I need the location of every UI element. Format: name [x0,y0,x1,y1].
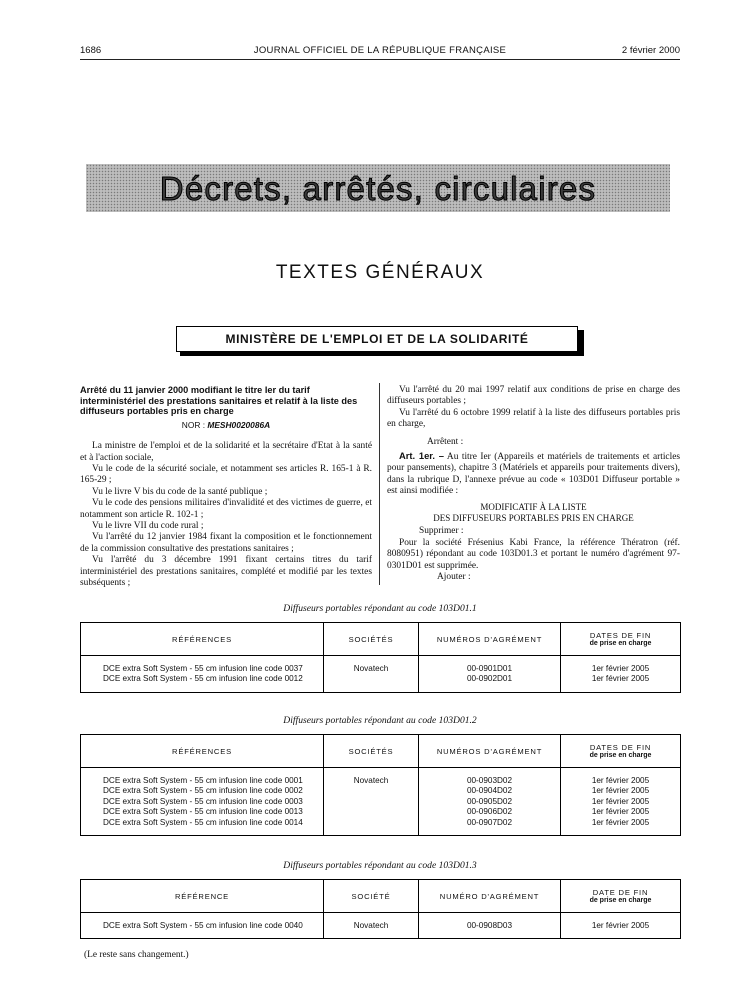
societe-cell [324,913,419,939]
dates-header-sub: de prise en charge [589,640,652,647]
section-banner [86,164,670,212]
end-date: 1er février 2005 [591,796,650,806]
supprimer-text: Pour la société Frésenius Kabi France, la référence Thératron (réf. 8080951) répondant au code 103D01.3 et portant le numéro d'agrément 97-0301D01 est supprimée. [387,537,680,571]
reference-item: DCE extra Soft System - 55 cm infusion line code 0013 [103,807,303,817]
visa-paragraph: Vu l'arrêté du 3 décembre 1991 fixant certains titres du tarif interministériel des prestations sanitaires, complété et modifié par les textes subséquents ; [80,555,372,589]
agrement-number: 00-0902D01 [466,674,513,684]
header-rule [80,59,680,60]
preamble-paragraph: La ministre de l'emploi et de la solidarité et la secrétaire d'Etat à la santé et à l'action sociale, [80,441,372,463]
agrement-number: 00-0903D02 [466,776,513,785]
column-header-societe: SOCIÉTÉ [324,880,419,913]
agrement-number: 00-0908D03 [466,921,513,930]
diffuseurs-table-103D01-3 [80,879,681,939]
agrement-number: 00-0907D02 [466,817,513,827]
date-header-main: DATE DE FIN [592,888,649,897]
arretent: Arrêtent : [427,436,464,447]
table-caption: Diffuseurs portables répondant au code 103D01.2 [283,715,477,726]
end-date: 1er février 2005 [591,674,650,684]
reference-item: DCE extra Soft System - 55 cm infusion line code 0003 [103,796,303,806]
article-1 [387,450,680,498]
issue-date: 2 février 2000 [621,45,680,56]
diffuseurs-table-103D01-2 [80,734,681,836]
visa-paragraph: Vu l'arrêté du 6 octobre 1999 relatif à la liste des diffuseurs portables pris en charge, [387,407,680,430]
reference-item: DCE extra Soft System - 55 cm infusion line code 0002 [103,786,303,796]
column-divider [379,383,380,585]
dates-header-main: DATES DE FIN [589,631,652,640]
table-caption: Diffuseurs portables répondant au code 103D01.3 [283,860,477,871]
reference-item: DCE extra Soft System - 55 cm infusion line code 0001 [103,776,303,785]
end-date: 1er février 2005 [591,664,650,673]
column-header-numero: NUMÉRO D'AGRÉMENT [419,880,561,913]
date-header-sub: de prise en charge [589,897,652,904]
banner-title: Décrets, arrêtés, circulaires [159,170,597,207]
dates-cell [561,656,681,693]
visa-paragraph: Vu l'arrêté du 12 janvier 1984 fixant la composition et le fonctionnement de la commission consultative des prestations sanitaires ; [80,532,372,554]
references-cell [81,913,324,939]
visa-paragraph: Vu le livre V bis du code de la santé publique ; [92,486,268,497]
modif-heading-line2: DES DIFFUSEURS PORTABLES PRIS EN CHARGE [433,513,634,524]
end-date: 1er février 2005 [591,786,650,796]
modif-heading-line1: MODIFICATIF À LA LISTE [480,501,587,512]
column-header-societes: SOCIÉTÉS [324,735,419,768]
arrete-left-column [80,385,372,589]
reference-item: DCE extra Soft System - 55 cm infusion line code 0014 [103,817,303,827]
page-number: 1686 [80,45,102,56]
column-header-societes: SOCIÉTÉS [324,623,419,656]
ministry-heading: MINISTÈRE DE L'EMPLOI ET DE LA SOLIDARITÉ [176,326,578,352]
societe-cell [324,656,419,693]
dates-header-main: DATES DE FIN [589,743,652,752]
column-header-date [561,880,681,913]
references-cell [81,768,324,836]
references-cell [81,656,324,693]
agrement-number: 00-0905D02 [466,796,513,806]
dates-cell [561,913,681,939]
table-row [81,656,681,693]
agrement-number: 00-0904D02 [466,786,513,796]
numeros-cell [419,656,561,693]
section-title: TEXTES GÉNÉRAUX [275,262,485,283]
article-1-lead: Art. 1er. – [399,450,444,462]
column-header-references: RÉFÉRENCES [81,623,324,656]
visa-paragraph: Vu le code de la sécurité sociale, et notamment ses articles R. 165-1 à R. 165-29 ; [80,464,372,486]
dates-header-sub: de prise en charge [589,752,652,759]
journal-title: JOURNAL OFFICIEL DE LA RÉPUBLIQUE FRANÇAISE [253,45,507,56]
article-1-text: Au titre Ier (Appareils et matériels de traitements et articles pour pansements), chapitre 3 (Matériels et appareils pour traitements divers), dans la rubrique D, l'annexe prévue au code « 103D01 Diffuseur portable » est ainsi modifiée : [387,452,681,497]
end-date: 1er février 2005 [591,776,650,785]
visa-paragraph: Vu le code des pensions militaires d'invalidité et des victimes de guerre, et notamment son article R. 102-1 ; [80,498,372,520]
societe-name: Novatech [353,921,389,930]
column-header-dates [561,735,681,768]
table-row [81,913,681,939]
reference-item: DCE extra Soft System - 55 cm infusion line code 0012 [103,674,303,684]
table-caption: Diffuseurs portables répondant au code 103D01.1 [283,603,477,614]
arrete-title: Arrêté du 11 janvier 2000 modifiant le titre Ier du tarif interministériel des prestations sanitaires et relatif à la liste des diffuseurs portables pris en charge [80,385,358,417]
column-header-dates [561,623,681,656]
reference-item: DCE extra Soft System - 55 cm infusion line code 0040 [103,921,303,930]
dates-cell [561,768,681,836]
footer-note: (Le reste sans changement.) [84,950,189,960]
supprimer-label: Supprimer : [419,526,464,537]
column-header-reference: RÉFÉRENCE [81,880,324,913]
end-date: 1er février 2005 [591,817,650,827]
agrement-number: 00-0901D01 [466,664,513,673]
diffuseurs-table-103D01-1 [80,622,681,693]
nor-reference [80,420,372,431]
societe-name: Novatech [353,664,389,673]
column-header-references: RÉFÉRENCES [81,735,324,768]
ajouter-label: Ajouter : [437,572,471,583]
nor-label: NOR : [181,419,206,430]
visa-paragraph: Vu l'arrêté du 20 mai 1997 relatif aux conditions de prise en charge des diffuseurs portables ; [387,385,680,407]
societe-cell [324,768,419,836]
societe-name: Novatech [353,776,389,785]
column-header-numeros: NUMÉROS D'AGRÉMENT [419,623,561,656]
end-date: 1er février 2005 [591,921,650,930]
column-header-numeros: NUMÉROS D'AGRÉMENT [419,735,561,768]
arrete-right-column [387,385,680,584]
numeros-cell [419,768,561,836]
agrement-number: 00-0906D02 [466,807,513,817]
numeros-cell [419,913,561,939]
end-date: 1er février 2005 [591,807,650,817]
reference-item: DCE extra Soft System - 55 cm infusion line code 0037 [103,664,303,673]
nor-code: MESH0020086A [207,419,271,430]
visa-paragraph: Vu le livre VII du code rural ; [92,521,204,532]
table-row [81,768,681,836]
